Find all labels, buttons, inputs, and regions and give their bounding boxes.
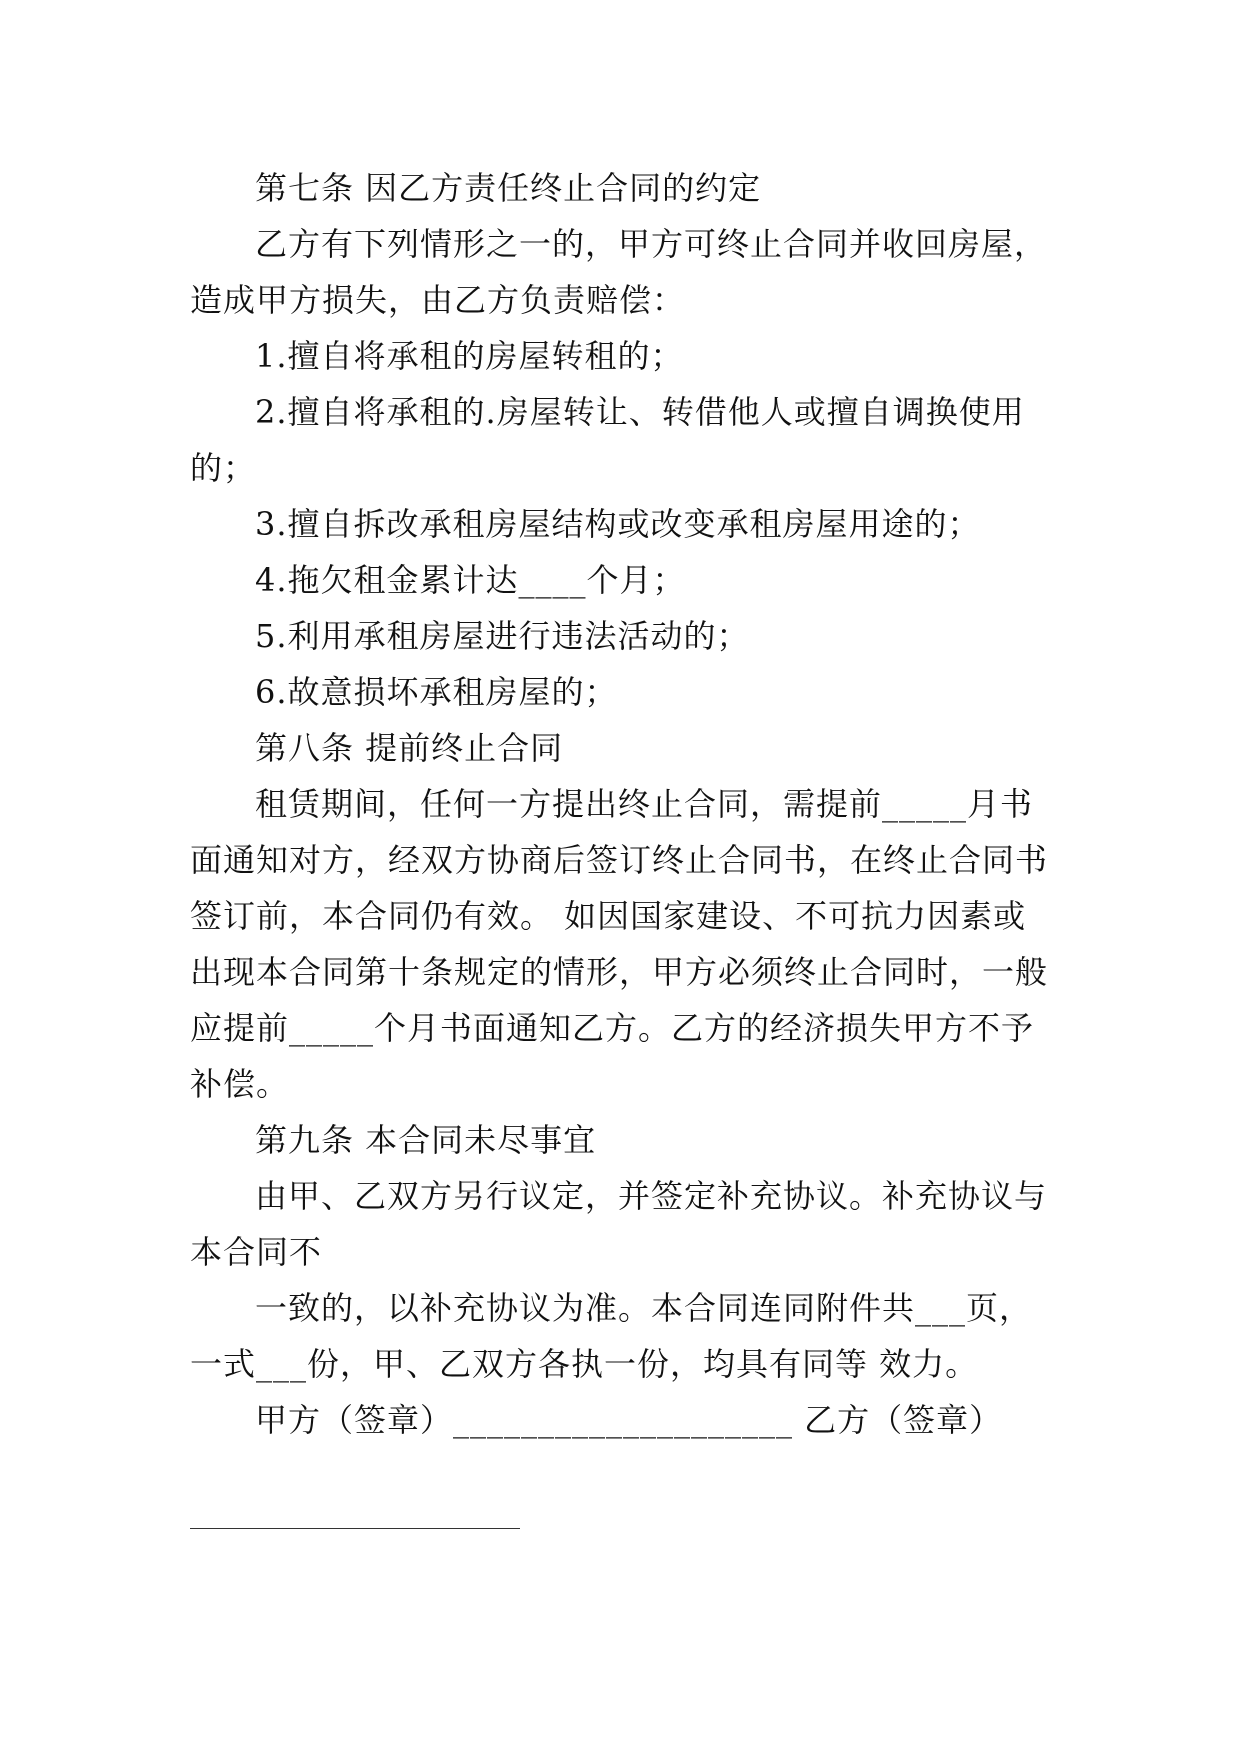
article-8-heading: 第八条 提前终止合同 [255,729,564,767]
paragraph-line: 应提前_____个月书面通知乙方。乙方的经济损失甲方不予 [190,1009,1035,1047]
list-item: 2.擅自将承租的.房屋转让、转借他人或擅自调换使用 [255,393,1025,431]
paragraph-line: 签订前，本合同仍有效。 如因国家建设、不可抗力因素或 [190,897,1027,935]
signature-line: 甲方（签章）____________________ 乙方（签章） [255,1401,1003,1439]
paragraph-line: 一致的，以补充协议为准。本合同连同附件共___页， [255,1289,1033,1327]
list-item: 6.故意损坏承租房屋的； [255,673,618,711]
paragraph-line: 出现本合同第十条规定的情形，甲方必须终止合同时，一般 [190,953,1049,991]
paragraph-line: 补偿。 [190,1065,290,1103]
list-item: 4.拖欠租金累计达____个月； [255,561,686,599]
paragraph-line: 一式___份，甲、乙双方各执一份，均具有同等 效力。 [190,1345,979,1383]
paragraph-line: 造成甲方损失，由乙方负责赔偿： [190,281,686,319]
paragraph-line: 的； [190,449,257,487]
paragraph-line: 由甲、乙双方另行议定，并签定补充协议。补充协议与 [255,1177,1048,1215]
list-item: 3.擅自拆改承租房屋结构或改变承租房屋用途的； [255,505,981,543]
list-item: 1.擅自将承租的房屋转租的； [255,337,684,375]
paragraph-line: 本合同不 [190,1233,323,1271]
signature-underline [190,1528,520,1529]
document-body [190,160,1060,1448]
article-7-heading: 第七条 因乙方责任终止合同的约定 [255,169,762,207]
list-item: 5.利用承租房屋进行违法活动的； [255,617,750,655]
paragraph-line: 乙方有下列情形之一的，甲方可终止合同并收回房屋， [255,225,1048,263]
article-9-heading: 第九条 本合同未尽事宜 [255,1121,597,1159]
paragraph-line: 租赁期间，任何一方提出终止合同，需提前_____月书 [255,785,1034,823]
paragraph-line: 面通知对方，经双方协商后签订终止合同书，在终止合同书 [190,841,1049,879]
